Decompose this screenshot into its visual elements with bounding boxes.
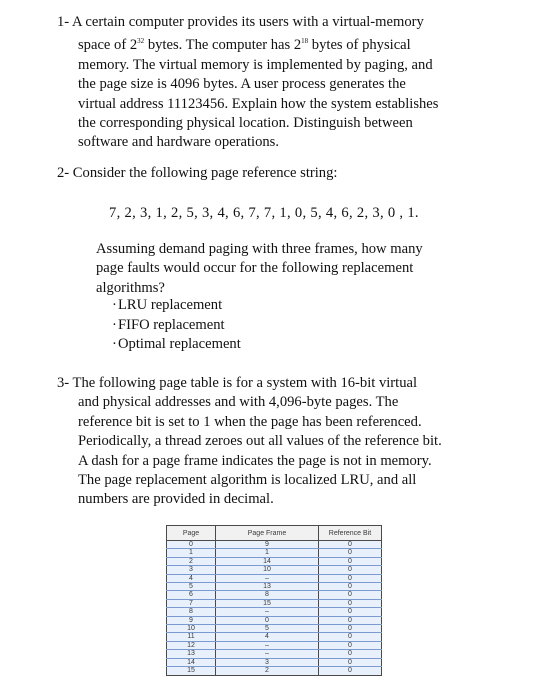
q2-body-line: page faults would occur for the following replacement (96, 260, 414, 277)
page-number-cell: 15 (167, 667, 216, 675)
table-row (167, 599, 382, 607)
q3-line: numbers are provided in decimal. (78, 491, 274, 508)
page-frame-cell: 0 (216, 616, 319, 624)
exponent-virtual: 32 (137, 37, 145, 46)
page-frame-cell: 9 (216, 541, 319, 549)
page-frame-cell: 3 (216, 658, 319, 666)
reference-bit-cell: 0 (319, 549, 382, 557)
list-item (112, 296, 241, 316)
list-item (112, 335, 241, 355)
page-frame-cell: 1 (216, 549, 319, 557)
algorithm-list (112, 296, 241, 355)
page-number-cell: 0 (167, 541, 216, 549)
page-number-cell: 2 (167, 557, 216, 565)
page-number-cell: 7 (167, 599, 216, 607)
reference-bit-cell: 0 (319, 658, 382, 666)
page-number-cell: 12 (167, 641, 216, 649)
reference-bit-cell: 0 (319, 641, 382, 649)
bullet-icon: · (112, 336, 117, 353)
page-frame-cell: 5 (216, 625, 319, 633)
table-row (167, 583, 382, 591)
page-number-cell: 8 (167, 608, 216, 616)
page-table (166, 525, 382, 676)
reference-bit-cell: 0 (319, 591, 382, 599)
q2-intro: 2- Consider the following page reference string: (57, 165, 338, 181)
q3-line: 3- The following page table is for a system with 16-bit virtual (57, 375, 418, 391)
table-row (167, 658, 382, 666)
q1-line: the page size is 4096 bytes. A user process generates the (78, 76, 406, 93)
list-item-label: LRU replacement (118, 297, 223, 313)
reference-bit-cell: 0 (319, 599, 382, 607)
table-body (167, 541, 382, 676)
page-number-cell: 13 (167, 650, 216, 658)
list-item-label: Optimal replacement (118, 336, 241, 353)
table-row (167, 591, 382, 599)
reference-bit-cell: 0 (319, 541, 382, 549)
page-frame-cell: – (216, 641, 319, 649)
page-frame-cell: – (216, 608, 319, 616)
list-item-label: FIFO replacement (118, 316, 225, 333)
page-frame-cell: 13 (216, 583, 319, 591)
reference-string: 7, 2, 3, 1, 2, 5, 3, 4, 6, 7, 7, 1, 0, 5, 4, 6, 2, 3, 0 , 1. (109, 205, 419, 221)
table-row (167, 625, 382, 633)
table-row (167, 557, 382, 565)
reference-bit-cell: 0 (319, 566, 382, 574)
page-frame-cell: – (216, 650, 319, 658)
q1-line: software and hardware operations. (78, 134, 279, 151)
reference-bit-cell: 0 (319, 625, 382, 633)
page-number-cell: 1 (167, 549, 216, 557)
table-row (167, 608, 382, 616)
q3-line: Periodically, a thread zeroes out all values of the reference bit. (78, 433, 442, 450)
page-number-cell: 3 (167, 566, 216, 574)
column-header: Reference Bit (319, 526, 382, 541)
table-row (167, 616, 382, 624)
page-number-cell: 11 (167, 633, 216, 641)
column-header: Page Frame (216, 526, 319, 541)
table-row (167, 641, 382, 649)
bullet-icon: · (112, 297, 117, 313)
q3-line: and physical addresses and with 4,096-byte pages. The (78, 394, 399, 411)
list-item (112, 316, 241, 336)
table-row (167, 667, 382, 675)
q2-body-line: algorithms? (96, 279, 165, 296)
exponent-physical: 18 (301, 37, 309, 46)
page-number-cell: 9 (167, 616, 216, 624)
q1-line: virtual address 11123456. Explain how the system establishes (78, 95, 439, 112)
question-3 (57, 374, 497, 510)
q2-body (96, 240, 496, 298)
reference-bit-cell: 0 (319, 616, 382, 624)
page-number-cell: 14 (167, 658, 216, 666)
page-frame-cell: 2 (216, 667, 319, 675)
table-row (167, 549, 382, 557)
reference-bit-cell: 0 (319, 557, 382, 565)
bullet-icon: · (112, 316, 117, 333)
page-frame-cell: 4 (216, 633, 319, 641)
page-number-cell: 5 (167, 583, 216, 591)
question-1 (57, 13, 497, 153)
q2-body-line: Assuming demand paging with three frames, how many (96, 241, 423, 257)
table-header-row (167, 526, 382, 541)
table-row (167, 566, 382, 574)
q3-line: A dash for a page frame indicates the page is not in memory. (78, 452, 432, 469)
table-row (167, 650, 382, 658)
q1-line-2 (57, 32, 497, 55)
page-frame-cell: – (216, 574, 319, 582)
table-row (167, 574, 382, 582)
column-header: Page (167, 526, 216, 541)
q1-line: 1- A certain computer provides its users with a virtual-memory (57, 14, 424, 30)
page-number-cell: 10 (167, 625, 216, 633)
page-number-cell: 6 (167, 591, 216, 599)
page-frame-cell: 15 (216, 599, 319, 607)
q1-line-2-start: space of 2 (78, 37, 138, 54)
q1-line-2-middle: bytes. The computer has 2 (144, 37, 302, 54)
reference-bit-cell: 0 (319, 650, 382, 658)
reference-bit-cell: 0 (319, 574, 382, 582)
q1-line: memory. The virtual memory is implemented by paging, and (78, 56, 433, 73)
page-table-container (166, 525, 382, 676)
page-frame-cell: 8 (216, 591, 319, 599)
page-number-cell: 4 (167, 574, 216, 582)
q1-line: the corresponding physical location. Distinguish between (78, 115, 413, 132)
q1-line-2-end: bytes of physical (308, 37, 411, 54)
question-2 (57, 164, 497, 183)
reference-bit-cell: 0 (319, 608, 382, 616)
q3-line: reference bit is set to 1 when the page has been referenced. (78, 413, 422, 430)
reference-bit-cell: 0 (319, 583, 382, 591)
reference-bit-cell: 0 (319, 667, 382, 675)
q3-line: The page replacement algorithm is localized LRU, and all (78, 472, 417, 489)
page-frame-cell: 10 (216, 566, 319, 574)
table-row (167, 541, 382, 549)
page-frame-cell: 14 (216, 557, 319, 565)
reference-bit-cell: 0 (319, 633, 382, 641)
table-row (167, 633, 382, 641)
